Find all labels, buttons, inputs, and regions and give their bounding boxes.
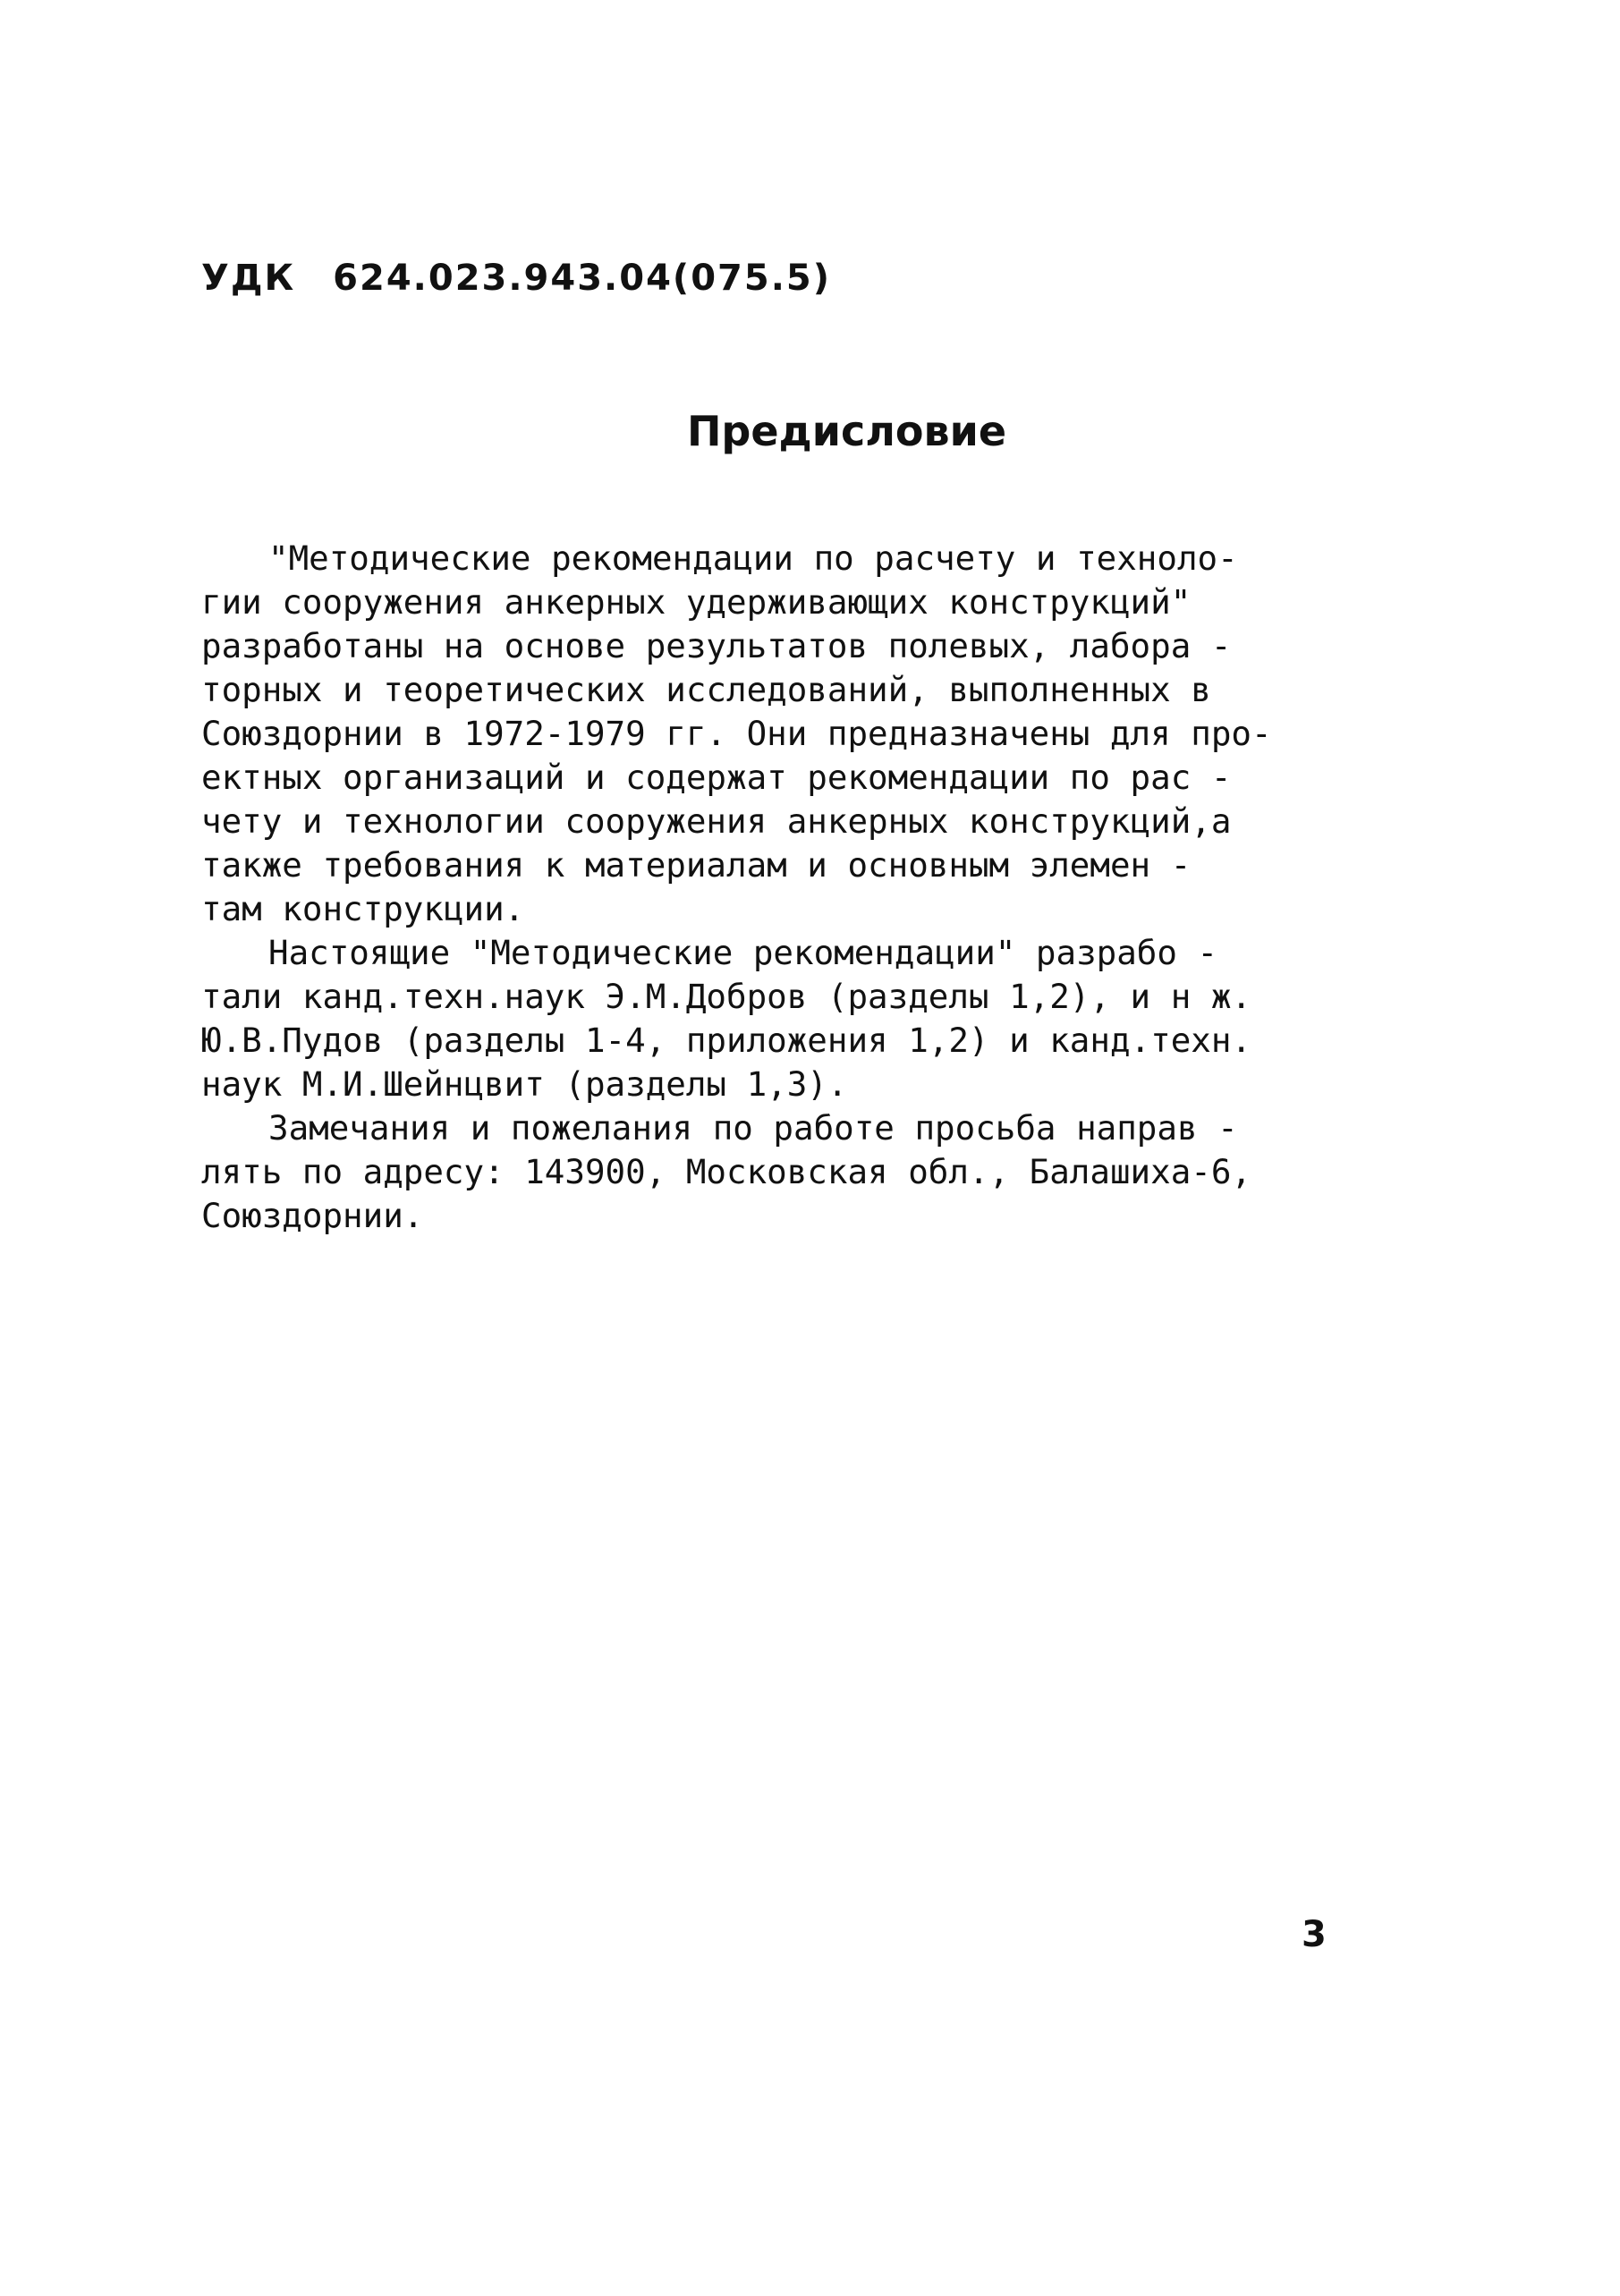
preface-line: гии сооружения анкерных удерживающих конструкций": [201, 582, 1192, 622]
preface-line: ектных организаций и содержат рекомендации по рас -: [201, 758, 1232, 797]
preface-line: торных и теоретических исследований, выполненных в: [201, 670, 1211, 709]
preface-line: чету и технологии сооружения анкерных конструкций,а: [201, 801, 1232, 841]
preface-line: Союздорнии в 1972-1979 гг. Они предназначены для про-: [201, 714, 1272, 753]
preface-line: наук М.И.Шейнцвит (разделы 1,3).: [201, 1064, 848, 1104]
udk-label: УДК: [201, 258, 296, 299]
preface-line: разработаны на основе результатов полевых, лабора -: [201, 626, 1232, 665]
preface-line: лять по адресу: 143900, Московская обл., Балашиха-6,: [201, 1152, 1251, 1191]
preface-line: "Методические рекомендации по расчету и техноло-: [268, 538, 1238, 578]
page-title: Предисловие: [686, 407, 1007, 455]
preface-line: Замечания и пожелания по работе просьба направ -: [268, 1108, 1238, 1148]
preface-line: также требования к материалам и основным элемен -: [201, 845, 1192, 885]
preface-line: Союздорнии.: [201, 1196, 424, 1235]
udk-number: 624.023.943.04(075.5): [333, 258, 831, 299]
preface-line: Ю.В.Пудов (разделы 1-4, приложения 1,2) и канд.техн.: [201, 1021, 1251, 1060]
preface-line: тали канд.техн.наук Э.М.Добров (разделы 1,2), и н ж.: [201, 977, 1251, 1016]
page-number: 3: [1302, 1914, 1327, 1955]
preface-text: [201, 537, 1373, 1238]
preface-line: Настоящие "Методические рекомендации" разрабо -: [268, 933, 1218, 972]
udk-code: [201, 258, 831, 299]
preface-line: там конструкции.: [201, 889, 525, 928]
